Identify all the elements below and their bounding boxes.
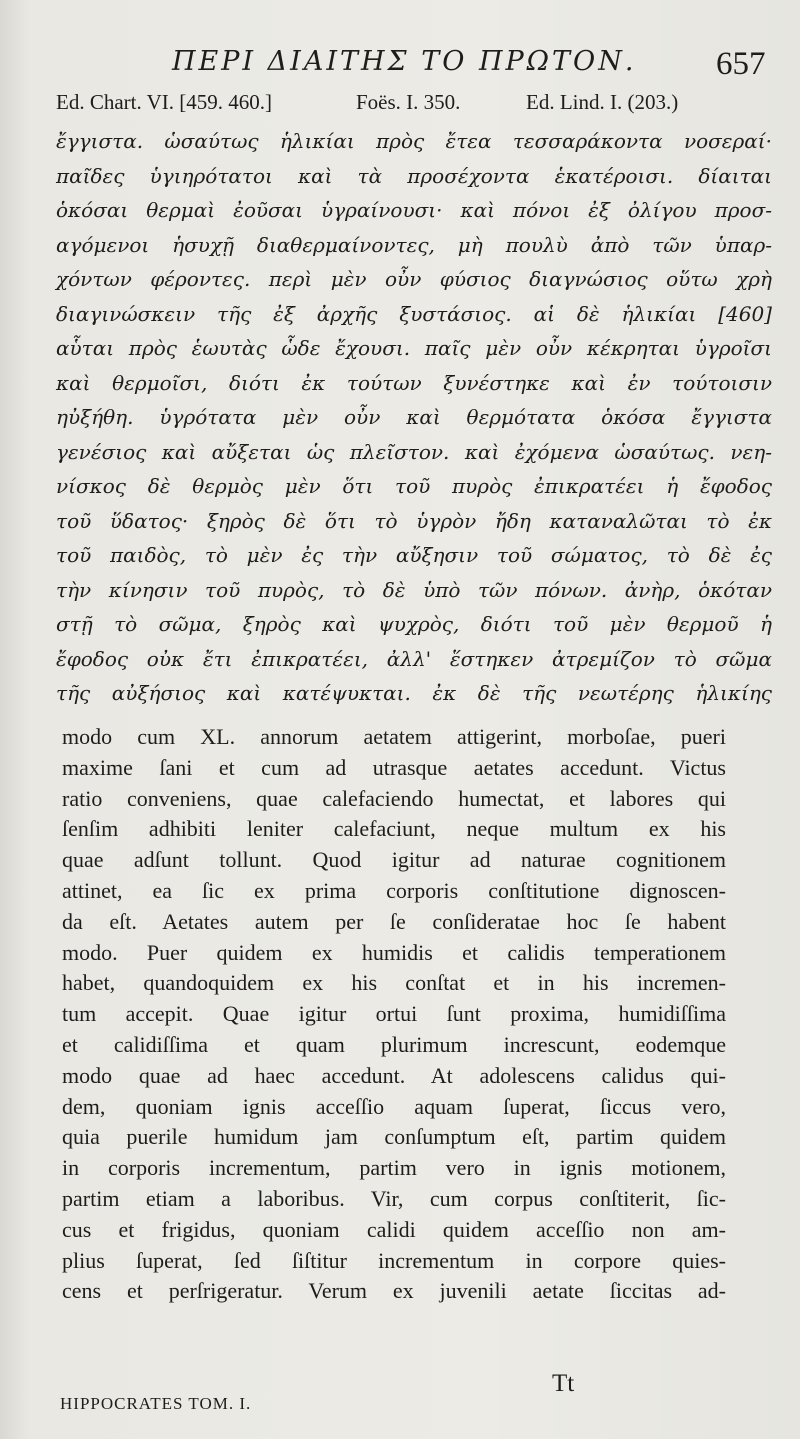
edition-linden: Ed. Lind. I. (203.): [526, 90, 679, 114]
greek-line: τοῦ ὕδατος· ξηρὸς δὲ ὅτι τὸ ὑγρὸν ἤδη καταναλῶται τὸ ἐκ: [56, 508, 772, 533]
latin-line: cus et frigidus, quoniam calidi quidem acceſſio non am-: [62, 1216, 726, 1242]
greek-line: γενέσιος καὶ αὔξεται ὡς πλεῖστον. καὶ ἐχόμενα ὡσαύτως. νεη-: [56, 439, 772, 464]
greek-line: αγόμενοι ἡσυχῇ διαθερμαίνοντες, μὴ πουλὺ ἀπὸ τῶν ὑπαρ-: [56, 232, 772, 257]
page-footer: [0, 1370, 800, 1413]
greek-line: καὶ θερμοῖσι, διότι ἐκ τούτων ξυνέστηκε καὶ ἐν τούτοισιν: [56, 370, 772, 395]
greek-line: τοῦ παιδὸς, τὸ μὲν ἐς τὴν αὔξησιν τοῦ σώματος, τὸ δὲ ἐς: [56, 543, 772, 567]
greek-line: διαγινώσκειν τῆς ἐξ ἀρχῆς ξυστάσιος. αἱ δὲ ἡλικίαι [460]: [56, 301, 772, 326]
latin-line: quae adſunt tollunt. Quod igitur ad naturae cognitionem: [62, 847, 726, 873]
greek-line: ἔγγιστα. ὡσαύτως ἡλικίαι πρὸς ἔτεα τεσσαράκοντα νοσεραί·: [56, 129, 772, 153]
latin-line: tum accepit. Quae igitur ortui ſunt proxima, humidiſſima: [62, 1001, 726, 1027]
greek-line: ὁκόσαι θερμαὶ ἐοῦσαι ὑγραίνουσι· καὶ πόνοι ἐξ ὀλίγου προσ-: [56, 198, 772, 222]
edition-references: [56, 90, 776, 120]
latin-line: maxime ſani et cum ad utrasque aetates accedunt. Victus: [62, 754, 726, 780]
latin-line: modo quae ad haec accedunt. At adolescens calidus qui-: [62, 1062, 726, 1088]
latin-line: cens et perſrigeratur. Verum ex juvenili aetate ſiccitas ad-: [62, 1278, 726, 1304]
page-header: [0, 40, 800, 90]
greek-line: παῖδες ὑγιηρότατοι καὶ τὰ προσέχοντα ἑκατέροισι. δίαιται: [56, 163, 772, 188]
printer-signature: HIPPOCRATES TOM. I.: [60, 1394, 252, 1413]
latin-line: da eſt. Aetates autem per ſe conſideratae hoc ſe habent: [62, 908, 726, 934]
gathering-mark: Tt: [552, 1370, 575, 1397]
greek-text-block: [56, 124, 772, 711]
greek-line: χόντων φέροντες. περὶ μὲν οὖν φύσιος διαγνώσιος οὕτω χρὴ: [56, 267, 772, 291]
latin-line: et calidiſſima et quam plurimum increscunt, eodemque: [62, 1031, 726, 1057]
latin-line: partim etiam a laboribus. Vir, cum corpus conſtiterit, ſic-: [62, 1185, 726, 1211]
latin-line: in corporis incrementum, partim vero in ignis motionem,: [62, 1155, 726, 1181]
page-number: 657: [716, 46, 766, 82]
latin-line: ſenſim adhibiti leniter calefaciunt, neque multum ex his: [62, 816, 726, 842]
latin-text-block: [62, 722, 726, 1307]
greek-line: ηὐξήθη. ὑγρότατα μὲν οὖν καὶ θερμότατα ὁκόσα ἔγγιστα: [56, 405, 772, 429]
edition-chartier: Ed. Chart. VI. [459. 460.]: [56, 90, 272, 114]
latin-line: dem, quoniam ignis acceſſio aquam ſuperat, ſiccus vero,: [62, 1093, 726, 1119]
latin-line: modo cum XL. annorum aetatem attigerint, morboſae, pueri: [62, 724, 726, 749]
latin-line: attinet, ea ſic ex prima corporis conſtitutione dignoscen-: [62, 877, 726, 903]
latin-line: quia puerile humidum jam conſumptum eſt, partim quidem: [62, 1124, 726, 1150]
greek-line: νίσκος δὲ θερμὸς μὲν ὅτι τοῦ πυρὸς ἐπικρατέει ἡ ἔφοδος: [56, 474, 772, 498]
latin-line: modo. Puer quidem ex humidis et calidis temperationem: [62, 939, 726, 965]
latin-line: ratio conveniens, quae calefaciendo humectat, et labores qui: [62, 785, 726, 811]
latin-line: plius ſuperat, ſed ſiſtitur incrementum in corpore quies-: [62, 1247, 726, 1273]
greek-line: ἔφοδος οὐκ ἔτι ἐπικρατέει, ἀλλ' ἕστηκεν ἀτρεμίζον τὸ σῶμα: [56, 646, 772, 671]
greek-line: αὗται πρὸς ἑωυτὰς ὧδε ἔχουσι. παῖς μὲν οὖν κέκρηται ὑγροῖσι: [56, 336, 772, 360]
latin-line: habet, quandoquidem ex his conſtat et in his incremen-: [62, 970, 726, 996]
edition-foesius: Foës. I. 350.: [356, 90, 461, 114]
greek-line: τὴν κίνησιν τοῦ πυρὸς, τὸ δὲ ὑπὸ τῶν πόνων. ἀνὴρ, ὁκόταν: [56, 577, 772, 602]
greek-line: τῆς αὐξήσιος καὶ κατέψυκται. ἐκ δὲ τῆς νεωτέρης ἡλικίης: [56, 681, 772, 705]
greek-line: στῇ τὸ σῶμα, ξηρὸς καὶ ψυχρὸς, διότι τοῦ μὲν θερμοῦ ἡ: [56, 612, 772, 636]
running-title: ΠΕΡΙ ΔΙΑΙΤΗΣ ΤΟ ΠΡΩΤΟΝ.: [172, 46, 637, 77]
